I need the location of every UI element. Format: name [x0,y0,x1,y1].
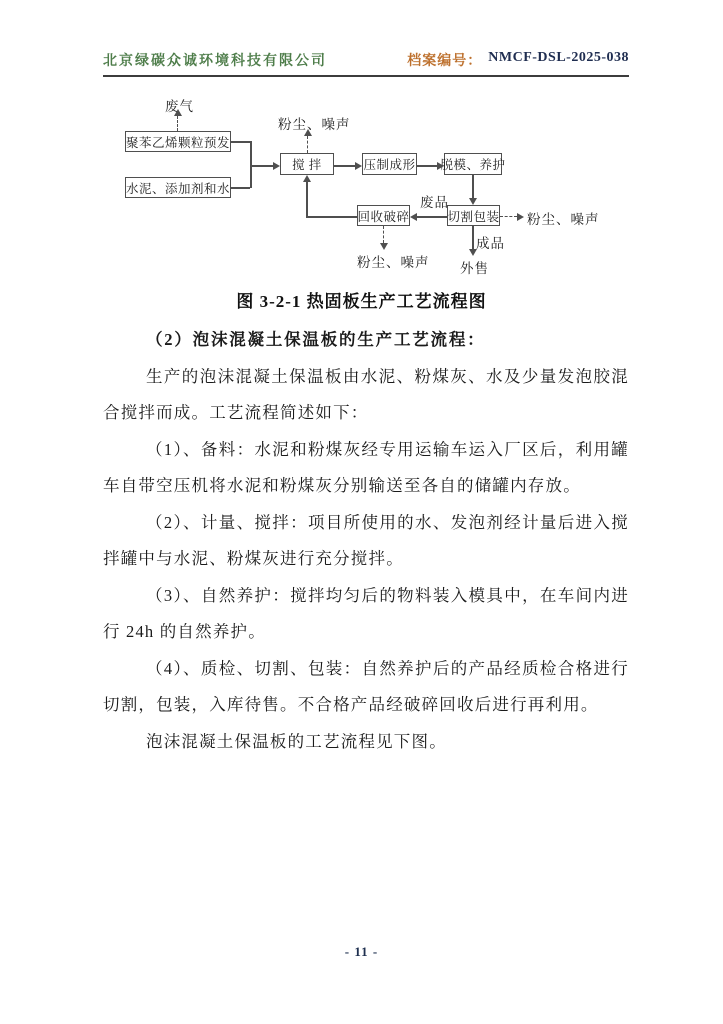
connector-line [231,187,250,189]
dashed-arrow-waste-gas [177,116,178,131]
arrow-demold-to-cutting [472,175,474,198]
archive-number-code: NMCF-DSL-2025-038 [488,50,629,65]
arrow-cutting-to-recycle [417,216,447,218]
page-header [103,50,629,77]
label-finished-product: 成品 [476,236,505,251]
figure-caption: 图 3-2-1 热固板生产工艺流程图 [236,292,487,311]
arrowhead-right-icon [273,162,280,170]
arrow-mixing-to-press [334,165,355,167]
paragraph: （1）、备料：水泥和粉煤灰经专用运输车运入厂区后，利用罐车自带空压机将水泥和粉煤灰分别输送至各自的储罐内存放。 [103,439,629,495]
paragraph: （4）、质检、切割、包装：自然养护后的产品经质检合格进行切割，包装，入库待售。不合格产品经破碎回收后进行再利用。 [103,658,629,714]
archive-number-group [407,50,629,70]
recycle-return-line [306,216,357,218]
label-dust-noise-bottom: 粉尘、噪声 [357,255,430,270]
body-text [103,322,629,760]
archive-number-label: 档案编号： [407,54,483,69]
label-sold-externally: 外售 [460,261,489,276]
label-waste-product: 废品 [420,195,449,210]
page-number: - 11 - [344,944,379,959]
paragraph: （3）、自然养护：搅拌均匀后的物料装入模具中，在车间内进行 24h 的自然养护。 [103,585,629,641]
flow-box-polystyrene-pre-expansion: 聚苯乙烯颗粒预发 [125,131,231,152]
paragraph: 生产的泡沫混凝土保温板由水泥、粉煤灰、水及少量发泡胶混合搅拌而成。工艺流程简述如下： [103,366,629,422]
arrowhead-down-icon [469,249,477,256]
arrowhead-up-icon [303,175,311,182]
flow-box-cutting-packaging: 切割包装 [447,205,500,226]
label-dust-noise-top: 粉尘、噪声 [278,117,351,132]
arrowhead-right-icon [517,213,524,221]
arrow-cutting-to-sale [472,226,474,251]
label-waste-gas: 废气 [165,99,194,114]
paragraph: （2）、计量、搅拌：项目所使用的水、发泡剂经计量后进入搅拌罐中与水泥、粉煤灰进行充分搅拌。 [103,512,629,568]
label-dust-noise-right: 粉尘、噪声 [527,212,600,227]
dashed-arrow-dust-noise-mixing [307,136,308,153]
arrowhead-up-icon [174,109,182,116]
arrow-press-to-demold [417,165,437,167]
dashed-arrow-dust-noise-recycle [383,226,384,243]
company-name: 北京绿碳众诚环境科技有限公司 [103,54,327,69]
paragraph: 泡沫混凝土保温板的工艺流程见下图。 [146,731,447,751]
arrowhead-right-icon [437,162,444,170]
arrow-inputs-to-mixing [250,165,273,167]
section-heading: （2）泡沫混凝土保温板的生产工艺流程： [146,330,486,349]
arrowhead-down-icon [469,198,477,205]
connector-line [231,141,250,143]
flow-box-recycle-crushing: 回收破碎 [357,205,410,226]
flow-box-press-forming: 压制成形 [362,153,417,175]
arrowhead-left-icon [410,213,417,221]
dashed-arrow-dust-noise-cutting [500,216,517,217]
arrowhead-up-icon [304,129,312,136]
flow-box-cement-additives-water: 水泥、添加剂和水 [125,177,231,198]
recycle-return-line [306,182,308,218]
arrowhead-down-icon [380,243,388,250]
arrowhead-right-icon [355,162,362,170]
flow-box-demold-curing: 脱模、养护 [444,153,502,175]
flow-box-mixing: 搅 拌 [280,153,334,175]
process-flowchart [95,88,655,288]
